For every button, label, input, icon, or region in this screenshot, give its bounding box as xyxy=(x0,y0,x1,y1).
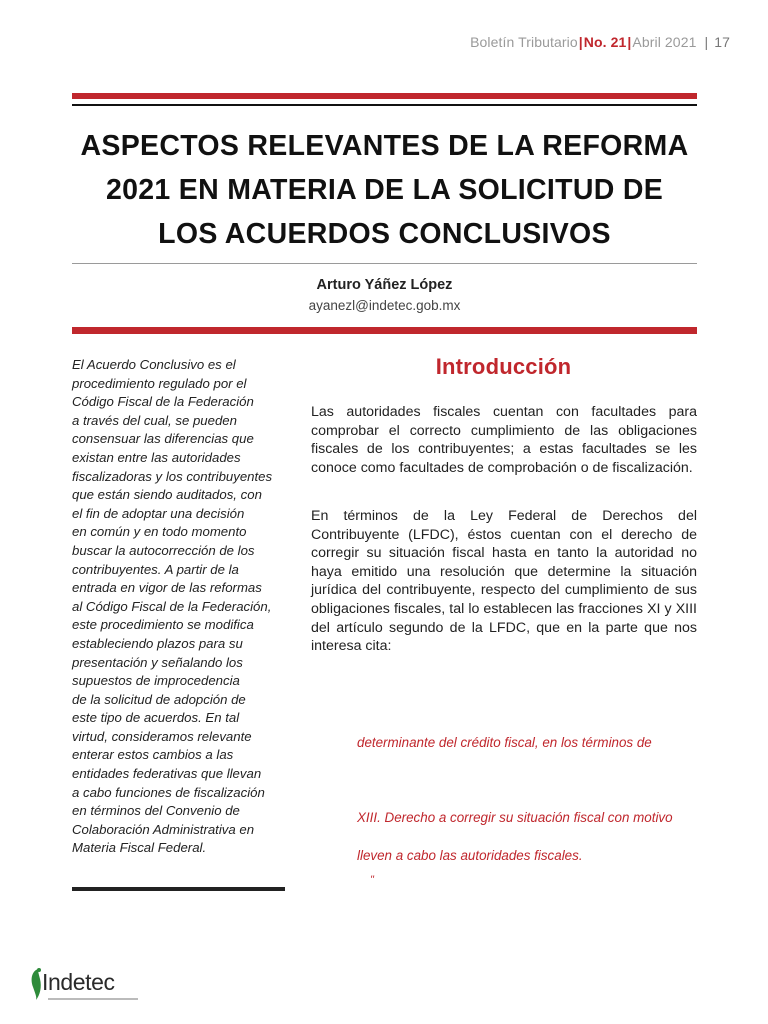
quote-line-3: lleven a cabo las autoridades fiscales. xyxy=(357,848,583,863)
header-separator: | xyxy=(578,34,583,50)
publication-name: Boletín Tributario xyxy=(470,34,578,50)
abstract-line: Materia Fiscal Federal. xyxy=(72,840,207,856)
abstract-line: virtud, consideramos relevante xyxy=(72,728,252,744)
abstract-line: este tipo de acuerdos. En tal xyxy=(72,710,240,726)
abstract-column xyxy=(72,356,287,858)
title-line: LOS ACUERDOS CONCLUSIVOS xyxy=(158,218,611,250)
abstract-line: en común y en todo momento xyxy=(72,524,247,540)
header-separator: | xyxy=(627,34,632,50)
logo-wordmark: Indetec xyxy=(42,969,115,995)
abstract-line: fiscalizadoras y los contribuyentes xyxy=(72,468,273,484)
abstract-line: presentación y señalando los xyxy=(72,654,243,670)
logo-tagline xyxy=(48,998,138,1000)
abstract-line: que están siendo auditados, con xyxy=(72,487,262,503)
abstract-line: buscar la autocorrección de los xyxy=(72,542,255,558)
top-red-rule xyxy=(72,93,697,99)
abstract-line: a través del cual, se pueden xyxy=(72,412,237,428)
body-paragraph-2: En términos de la Ley Federal de Derechos del Contribuyente (LFDC), éstos cuentan con el derecho de corregir su situación fiscal hasta en tanto la autoridad no haya emitido una resolución que determine la situación jurídica del contribuyente, respecto del cumplimiento de sus obligaciones fiscales, tal lo establecen las fracciones XI y XIII del artículo segundo de la LFDC, que en la parte que nos interesa cita: xyxy=(311,508,697,655)
abstract-line: el fin de adoptar una decisión xyxy=(72,505,245,521)
abstract-line: supuestos de improcedencia xyxy=(72,673,240,689)
abstract-line: entrada en vigor de las reformas xyxy=(72,580,262,596)
page-separator: | xyxy=(704,34,709,50)
indetec-logo xyxy=(26,963,136,1005)
abstract-line: de la solicitud de adopción de xyxy=(72,691,246,707)
quote-closing-mark: " xyxy=(370,874,374,886)
title-line: 2021 EN MATERIA DE LA SOLICITUD DE xyxy=(105,174,664,206)
issue-number: No. 21 xyxy=(583,34,627,50)
abstract-line: contribuyentes. A partir de la xyxy=(72,561,239,577)
abstract-line: entidades federativas que llevan xyxy=(72,766,262,782)
quote-line-2: XIII. Derecho a corregir su situación fiscal con motivo xyxy=(357,810,673,825)
issue-date: Abril 2021 xyxy=(632,34,697,50)
title-divider xyxy=(72,263,697,264)
abstract-line: existan entre las autoridades xyxy=(72,449,241,465)
abstract-line: Colaboración Administrativa en xyxy=(72,821,255,837)
page-number: 17 xyxy=(714,34,730,50)
abstract-bottom-rule xyxy=(72,887,285,891)
abstract-line: procedimiento regulado por el xyxy=(72,375,247,391)
article-title xyxy=(72,124,697,256)
top-black-rule xyxy=(72,104,697,106)
author-name: Arturo Yáñez López xyxy=(316,277,453,293)
abstract-line: al Código Fiscal de la Federación, xyxy=(72,598,272,614)
section-red-rule xyxy=(72,327,697,334)
body-paragraph-1: Las autoridades fiscales cuentan con facultades para comprobar el correcto cumplimiento de las obligaciones fiscales de los contribuyentes; a estas facultades se les conoce como facultades de comprobación o de fiscalización. xyxy=(311,404,697,476)
abstract-line: estableciendo plazos para su xyxy=(72,635,243,651)
abstract-line: El Acuerdo Conclusivo es el xyxy=(72,357,236,372)
abstract-line: este procedimiento se modifica xyxy=(72,617,254,633)
title-line: ASPECTOS RELEVANTES DE LA REFORMA xyxy=(80,130,689,162)
section-heading: Introducción xyxy=(435,354,572,379)
running-header xyxy=(470,34,730,50)
abstract-line: consensuar las diferencias que xyxy=(72,431,254,447)
quote-line-1: determinante del crédito fiscal, en los términos de xyxy=(357,735,652,750)
abstract-line: en términos del Convenio de xyxy=(72,803,240,819)
author-email[interactable]: ayanezl@indetec.gob.mx xyxy=(308,298,461,313)
abstract-line: enterar estos cambios a las xyxy=(72,747,234,763)
abstract-line: Código Fiscal de la Federación xyxy=(72,394,254,410)
abstract-line: a cabo funciones de fiscalización xyxy=(72,784,265,800)
